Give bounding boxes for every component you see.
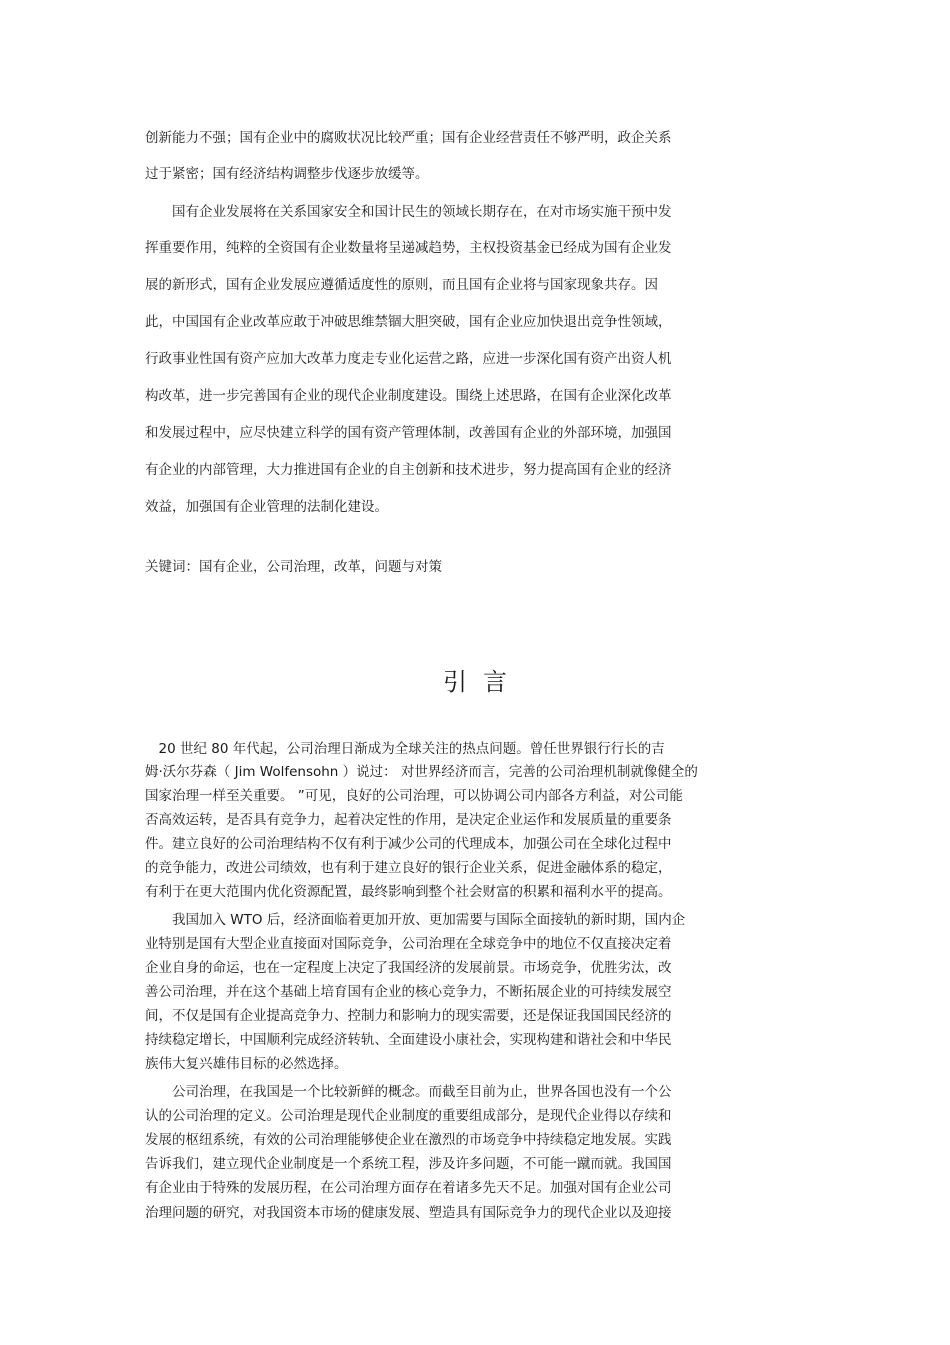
body-line: 我国加入 WTO 后，经济面临着更加开放、更加需要与国际全面接轨的新时期，国内企 [145, 912, 686, 928]
body-line: 国家治理一样至关重要。 ”可见，良好的公司治理，可以协调公司内部各方利益，对公司能 [145, 788, 683, 804]
abstract-line: 此，中国国有企业改革应敢于冲破思维禁锢大胆突破，国有企业应加快退出竞争性领域， [145, 314, 672, 330]
body-line: 发展的枢纽系统，有效的公司治理能够使企业在激烈的市场竞争中持续稳定地发展。实践 [145, 1132, 672, 1148]
abstract-line: 国有企业发展将在关系国家安全和国计民生的领域长期存在，在对市场实施干预中发 [145, 204, 672, 220]
body-line: 治理问题的研究，对我国资本市场的健康发展、塑造具有国际竞争力的现代企业以及迎接 [145, 1205, 672, 1221]
body-line: 公司治理，在我国是一个比较新鲜的概念。而截至目前为止，世界各国也没有一个公 [145, 1084, 672, 1100]
body-line: 企业自身的命运，也在一定程度上决定了我国经济的发展前景。市场竞争，优胜劣汰，改 [145, 960, 672, 976]
abstract-line: 创新能力不强；国有企业中的腐败状况比较严重；国有企业经营责任不够严明，政企关系 [145, 130, 672, 146]
body-line: 族伟大复兴雄伟目标的必然选择。 [145, 1056, 348, 1072]
abstract-line: 效益，加强国有企业管理的法制化建设。 [145, 499, 388, 515]
keywords-line: 关键词：国有企业，公司治理，改革，问题与对策 [145, 559, 442, 575]
body-line: 持续稳定增长，中国顺利完成经济转轨、全面建设小康社会，实现构建和谐社会和中华民 [145, 1032, 672, 1048]
body-line: 间，不仅是国有企业提高竞争力、控制力和影响力的现实需要，还是保证我国国民经济的 [145, 1008, 672, 1024]
body-line: 有企业由于特殊的发展历程，在公司治理方面存在着诸多先天不足。加强对国有企业公司 [145, 1180, 672, 1196]
body-line: 的竞争能力，改进公司绩效，也有利于建立良好的银行企业关系，促进金融体系的稳定， [145, 860, 672, 876]
body-line: 姆·沃尔芬森（ Jim Wolfensohn ）说过： 对世界经济而言，完善的公司治理机制就像健全的 [145, 764, 698, 780]
abstract-line: 构改革，进一步完善国有企业的现代企业制度建设。围绕上述思路，在国有企业深化改革 [145, 388, 672, 404]
body-line: 有利于在更大范围内优化资源配置，最终影响到整个社会财富的积累和福利水平的提高。 [145, 884, 672, 900]
abstract-line: 有企业的内部管理，大力推进国有企业的自主创新和技术进步，努力提高国有企业的经济 [145, 462, 672, 478]
body-line: 认的公司治理的定义。公司治理是现代企业制度的重要组成部分，是现代企业得以存续和 [145, 1108, 672, 1124]
abstract-line: 展的新形式，国有企业发展应遵循适度性的原则，而且国有企业将与国家现象共存。因 [145, 277, 658, 293]
body-line: 否高效运转，是否具有竞争力，起着决定性的作用，是决定企业运作和发展质量的重要条 [145, 812, 672, 828]
abstract-line: 和发展过程中，应尽快建立科学的国有资产管理体制，改善国有企业的外部环境，加强国 [145, 425, 672, 441]
body-line: 善公司治理，并在这个基础上培育国有企业的核心竞争力，不断拓展企业的可持续发展空 [145, 984, 672, 1000]
abstract-line: 挥重要作用，纯粹的全资国有企业数量将呈递减趋势，主权投资基金已经成为国有企业发 [145, 240, 672, 256]
abstract-line: 行政事业性国有资产应加大改革力度走专业化运营之路，应进一步深化国有资产出资人机 [145, 351, 672, 367]
body-line: 件。建立良好的公司治理结构不仅有利于减少公司的代理成本，加强公司在全球化过程中 [145, 836, 672, 852]
body-line: 业特别是国有大型企业直接面对国际竞争，公司治理在全球竞争中的地位不仅直接决定着 [145, 936, 672, 952]
section-title: 引言 [443, 668, 523, 696]
abstract-line: 过于紧密；国有经济结构调整步伐逐步放缓等。 [145, 166, 429, 182]
body-line: 告诉我们，建立现代企业制度是一个系统工程，涉及许多问题，不可能一蹴而就。我国国 [145, 1156, 672, 1172]
body-line: 20 世纪 80 年代起，公司治理日渐成为全球关注的热点问题。曾任世界银行行长的吉 [145, 741, 665, 757]
